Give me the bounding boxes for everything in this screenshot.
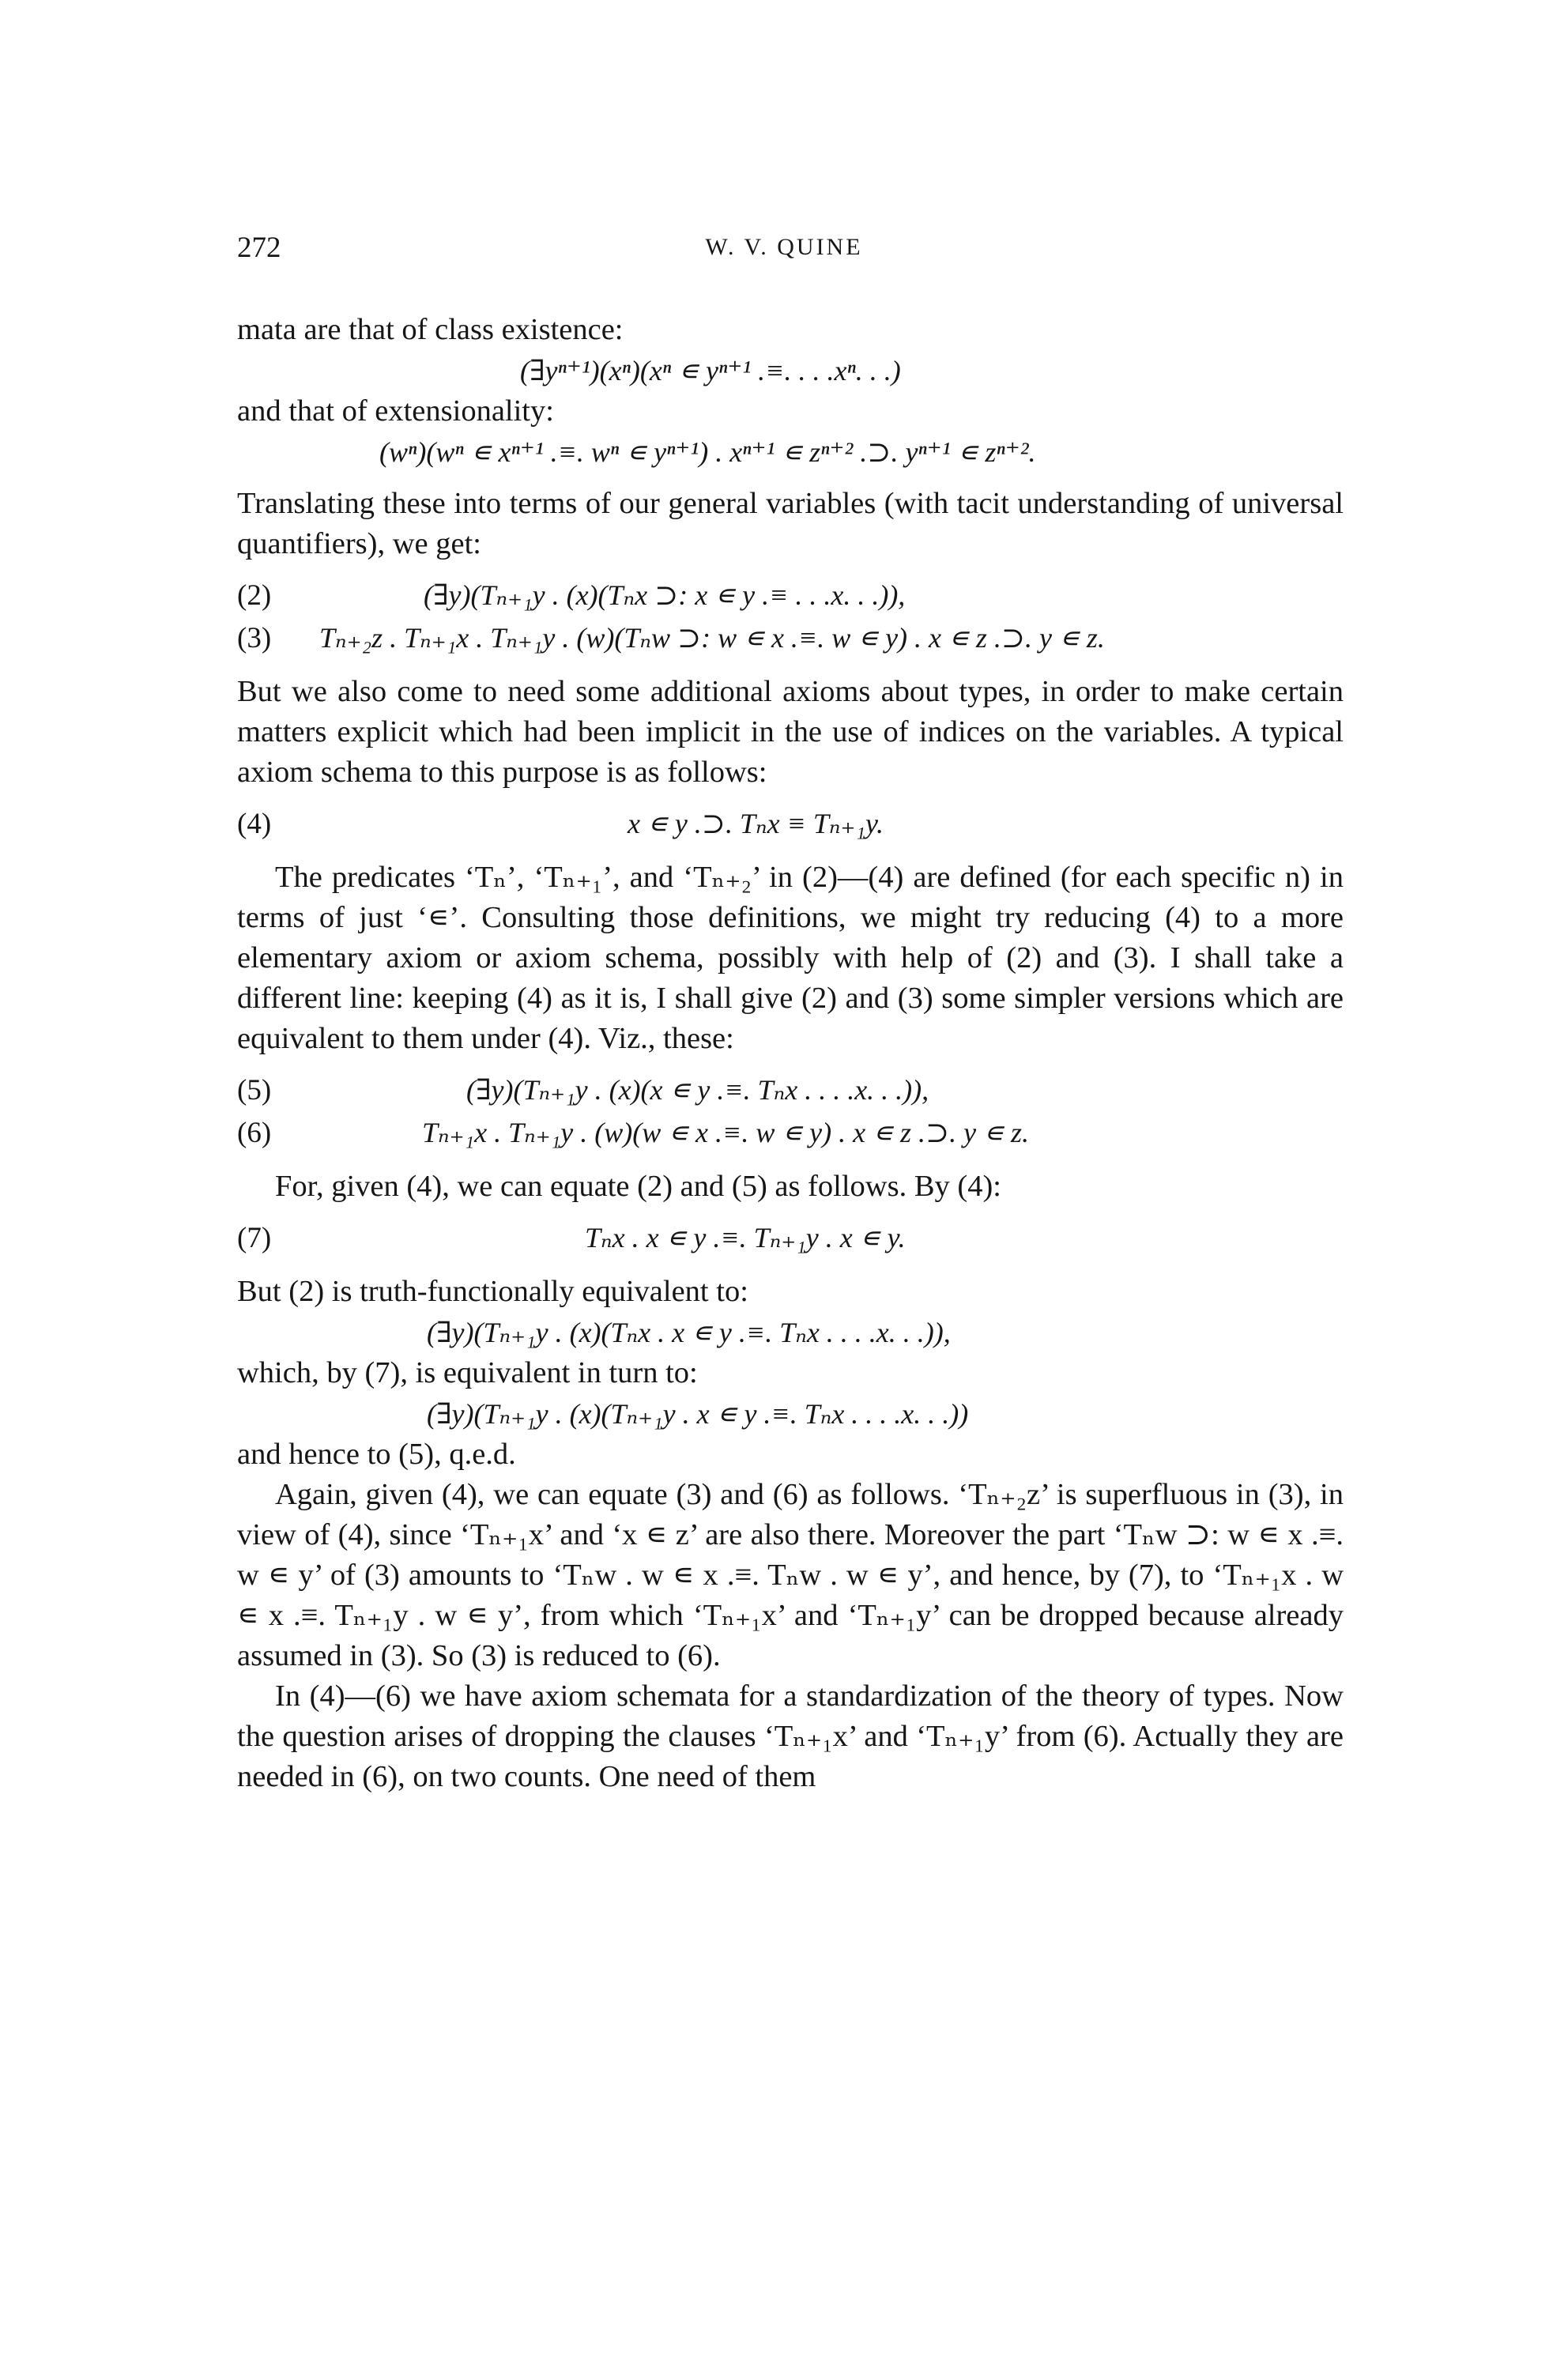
- equation-number: (6): [237, 1117, 272, 1149]
- formula-truth-functional: (∃y)(Tₙ₊₁y . (x)(Tₙx . x ∊ y .≡. Tₙx . . . .x. . .)),: [427, 1317, 951, 1348]
- paragraph-additional-axioms: But we also come to need some additional axioms about types, in order to make certain matters explicit which had been implicit in the use of indices on the variables. A typical axiom schema to this purpose is as follows:: [237, 675, 1344, 789]
- equation-body: Tₙx . x ∊ y .≡. Tₙ₊₁y . x ∊ y.: [585, 1222, 906, 1253]
- page-header: [237, 231, 1331, 266]
- equation-5: [237, 1070, 1344, 1113]
- equation-number: (7): [237, 1222, 272, 1254]
- paragraph-equate-2-5: For, given (4), we can equate (2) and (5) as follows. By (4):: [275, 1170, 1001, 1203]
- paragraph-equivalent-turn: which, by (7), is equivalent in turn to:: [237, 1356, 698, 1389]
- formula-equivalent-turn: (∃y)(Tₙ₊₁y . (x)(Tₙ₊₁y . x ∊ y .≡. Tₙx . . . .x. . .)): [427, 1398, 969, 1430]
- equation-4: [237, 804, 1344, 846]
- paragraph-truth-functional: But (2) is truth-functionally equivalent to:: [237, 1275, 748, 1308]
- equation-number: (2): [237, 579, 272, 612]
- formula-class-existence: (∃yⁿ⁺¹)(xⁿ)(xⁿ ∊ yⁿ⁺¹ .≡. . . .xⁿ. . .): [520, 355, 901, 386]
- equation-body: Tₙ₊₁x . Tₙ₊₁y . (w)(w ∊ x .≡. w ∊ y) . x ∊ z .⊃. y ∊ z.: [422, 1117, 1029, 1148]
- paragraph-standardization: In (4)—(6) we have axiom schemata for a standardization of the theory of types. Now the question arises of dropping the clauses ‘Tₙ₊₁x’ and ‘Tₙ₊₁y’ from (6). Actually they are needed in (6), on two counts. One need of them: [237, 1679, 1344, 1793]
- page-number: 272: [237, 232, 281, 264]
- paragraph-predicates: The predicates ‘Tₙ’, ‘Tₙ₊₁’, and ‘Tₙ₊₂’ in (2)—(4) are defined (for each specific n) in terms of just ‘∊’. Consulting those definitions, we might try reducing (4) to a more elementary axiom or axiom schema, possibly with help of (2) and (3). I shall take a different line: keeping (4) as it is, I shall give (2) and (3) some simpler versions which are equivalent to them under (4). Viz., these:: [237, 861, 1344, 1055]
- paragraph-translating: Translating these into terms of our general variables (with tacit understanding of universal quantifiers), we get:: [237, 487, 1344, 560]
- running-head: W. V. QUINE: [705, 234, 863, 260]
- page-body: [237, 310, 1344, 1797]
- equation-body: x ∊ y .⊃. Tₙx ≡ Tₙ₊₁y.: [628, 808, 884, 839]
- paragraph-class-existence-intro: mata are that of class existence:: [237, 313, 624, 346]
- equation-number: (3): [237, 622, 272, 654]
- equation-body: (∃y)(Tₙ₊₁y . (x)(x ∊ y .≡. Tₙx . . . .x. . .)),: [466, 1074, 929, 1106]
- paragraph-equate-3-6: Again, given (4), we can equate (3) and (6) as follows. ‘Tₙ₊₂z’ is superfluous in (3), in view of (4), since ‘Tₙ₊₁x’ and ‘x ∊ z’ are also there. Moreover the part ‘Tₙw ⊃: w ∊ x .≡. w ∊ y’ of (3) amounts to ‘Tₙw . w ∊ x .≡. Tₙw . w ∊ y’, and hence, by (7), to ‘Tₙ₊₁x . w ∊ x .≡. Tₙ₊₁y . w ∊ y’, from which ‘Tₙ₊₁x’ and ‘Tₙ₊₁y’ can be dropped because already assumed in (3). So (3) is reduced to (6).: [237, 1478, 1344, 1672]
- equation-number: (5): [237, 1074, 272, 1106]
- equation-2: [237, 575, 1344, 618]
- equation-body: (∃y)(Tₙ₊₁y . (x)(Tₙx ⊃: x ∊ y .≡ . . .x. . .)),: [424, 579, 906, 611]
- equation-body: Tₙ₊₂z . Tₙ₊₁x . Tₙ₊₁y . (w)(Tₙw ⊃: w ∊ x .≡. w ∊ y) . x ∊ z .⊃. y ∊ z.: [319, 622, 1105, 654]
- equation-3: [237, 618, 1344, 661]
- paragraph-qed: and hence to (5), q.e.d.: [237, 1438, 516, 1471]
- paragraph-extensionality-intro: and that of extensionality:: [237, 394, 554, 428]
- equation-number: (4): [237, 808, 272, 840]
- equation-6: [237, 1113, 1344, 1155]
- equation-7: [237, 1218, 1344, 1261]
- formula-extensionality: (wⁿ)(wⁿ ∊ xⁿ⁺¹ .≡. wⁿ ∊ yⁿ⁺¹) . xⁿ⁺¹ ∊ zⁿ⁺² .⊃. yⁿ⁺¹ ∊ zⁿ⁺².: [379, 436, 1036, 468]
